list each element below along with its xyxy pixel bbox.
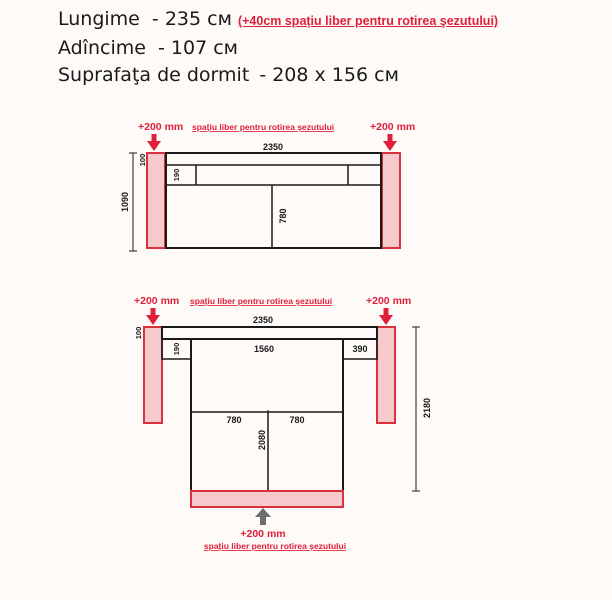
bottom-left-gap-label: 190 — [172, 342, 181, 356]
top-clearance-left-label: +200 mm — [138, 121, 184, 133]
bottom-front-clearance-note: spațiu liber pentru rotirea şezutului — [203, 541, 347, 551]
bottom-clearance-note: spațiu liber pentru rotirea şezutului — [190, 296, 333, 306]
bottom-right-arrow-icon — [379, 308, 393, 325]
bottom-front-arrow-icon — [255, 508, 271, 525]
bottom-right-clearance-zone — [377, 327, 395, 423]
bottom-clearance-right-label: +200 mm — [366, 295, 412, 307]
bottom-bed-outline — [191, 339, 343, 491]
bottom-front-clearance-label: +200 mm — [240, 528, 286, 540]
bottom-left-seat-label: 780 — [226, 415, 242, 425]
top-right-arrow-icon — [383, 134, 397, 151]
bottom-right-seat-label: 780 — [289, 415, 305, 425]
bottom-right-gap-label: 390 — [352, 344, 368, 354]
spec-sleep-label: Suprafaţa de dormit — [58, 64, 250, 86]
bottom-back-depth-label: 100 — [134, 326, 143, 340]
bottom-bed-length-label: 2080 — [257, 429, 267, 451]
top-clearance-note: spațiu liber pentru rotirea şezutului — [192, 122, 335, 132]
spec-length-note: (+40cm spațiu liber pentru rotirea şezutului) — [237, 14, 499, 28]
diagram-folded — [120, 121, 415, 251]
top-left-clearance-zone — [147, 153, 165, 248]
top-seat-gap-label: 190 — [172, 168, 181, 182]
spec-sleep-value: - 208 x 156 см — [259, 64, 399, 86]
bottom-total-length-label: 2180 — [422, 397, 432, 419]
bottom-left-clearance-zone — [144, 327, 162, 423]
bottom-bed-width-label: 1560 — [253, 344, 275, 354]
top-seat-depth-label: 780 — [278, 208, 288, 224]
spec-length-label: Lungime — [58, 8, 140, 30]
top-right-clearance-zone — [382, 153, 400, 248]
bottom-left-arrow-icon — [146, 308, 160, 325]
bottom-front-clearance-zone — [191, 491, 343, 507]
bottom-clearance-left-label: +200 mm — [134, 295, 180, 307]
spec-length-value: - 235 см — [151, 8, 232, 30]
top-width-label: 2350 — [262, 142, 284, 152]
top-clearance-right-label: +200 mm — [370, 121, 416, 133]
spec-depth-value: - 107 см — [158, 37, 238, 59]
bottom-backrest — [162, 327, 377, 339]
spec-depth-label: Adîncime — [58, 37, 146, 59]
top-left-arrow-icon — [147, 134, 161, 151]
bottom-width-label: 2350 — [252, 315, 274, 325]
top-back-depth-label: 100 — [138, 153, 147, 167]
top-total-depth-label: 1090 — [120, 191, 130, 213]
diagram-unfolded — [134, 295, 432, 551]
